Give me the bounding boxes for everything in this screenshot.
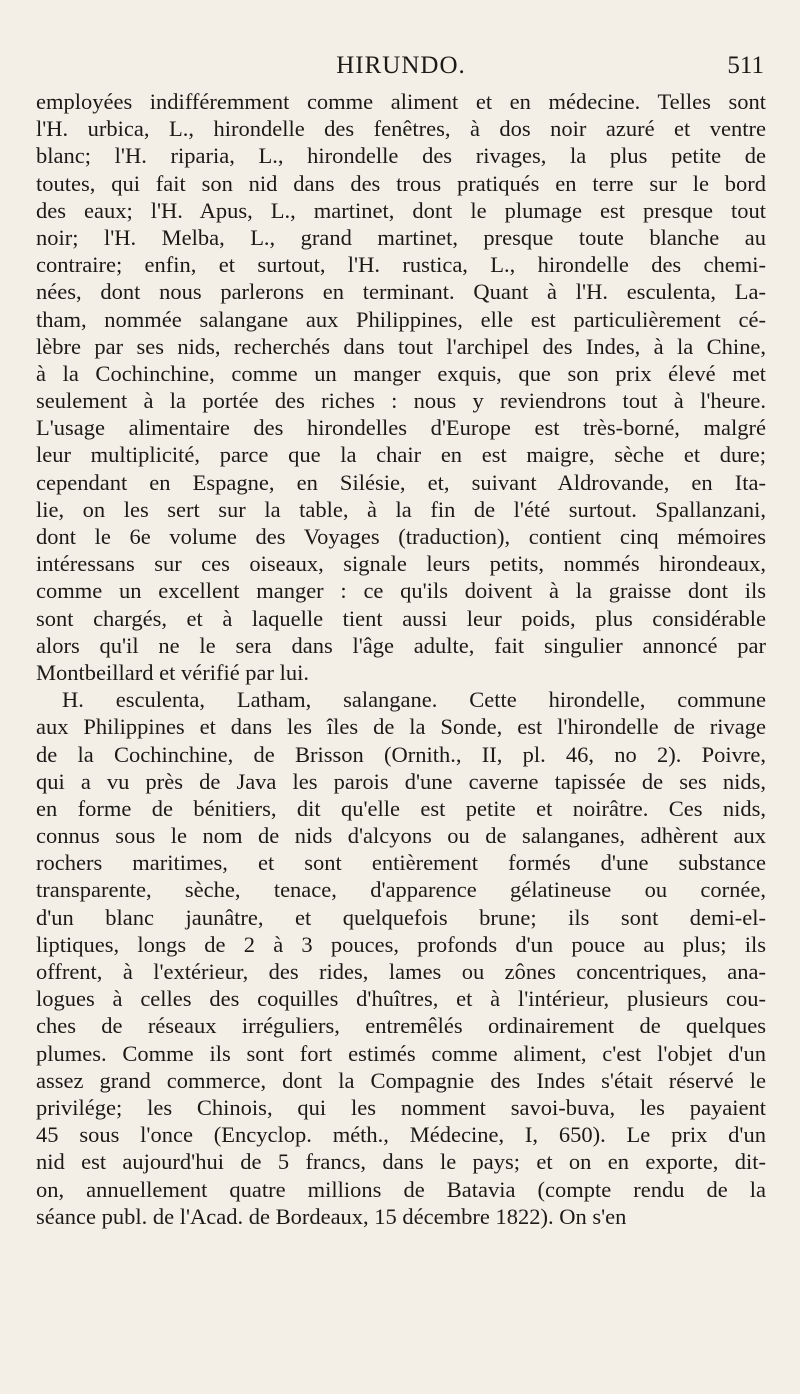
text-line: privilége; les Chinois, qui les nomment savoi-buva, les payaient (36, 1094, 766, 1120)
text-line: cependant en Espagne, en Silésie, et, suivant Aldrovande, en Ita- (36, 469, 766, 495)
text-line: des eaux; l'H. Apus, L., martinet, dont le plumage est presque tout (36, 197, 766, 223)
text-line: connus sous le nom de nids d'alcyons ou de salanganes, adhèrent aux (36, 823, 766, 849)
text-line: blanc; l'H. riparia, L., hirondelle des rivages, la plus petite de (36, 143, 766, 169)
text-line: comme un excellent manger : ce qu'ils doivent à la graisse dont ils (36, 578, 766, 604)
text-line: H. esculenta, Latham, salangane. Cette hirondelle, commune (62, 687, 766, 713)
text-line: l'H. urbica, L., hirondelle des fenêtres, à dos noir azuré et ventre (36, 116, 766, 142)
text-line: tham, nommée salangane aux Philippines, elle est particulièrement cé- (36, 306, 766, 332)
text-line: Montbeillard et vérifié par lui. (36, 659, 310, 685)
text-line: ches de réseaux irréguliers, entremêlés ordinairement de quelques (36, 1013, 766, 1039)
text-line: d'un blanc jaunâtre, et quelquefois brune; ils sont demi-el- (36, 904, 766, 930)
text-line: à la Cochinchine, comme un manger exquis, que son prix élevé met (36, 360, 766, 386)
text-line: lèbre par ses nids, recherchés dans tout l'archipel des Indes, à la Chine, (36, 333, 766, 359)
text-line: contraire; enfin, et surtout, l'H. rustica, L., hirondelle des chemi- (36, 252, 766, 278)
text-line: logues à celles des coquilles d'huîtres, et à l'intérieur, plusieurs cou- (36, 986, 766, 1012)
text-line: assez grand commerce, dont la Compagnie des Indes s'était réservé le (36, 1067, 766, 1093)
text-line: intéressans sur ces oiseaux, signale leurs petits, nommés hirondeaux, (36, 551, 766, 577)
text-line: on, annuellement quatre millions de Batavia (compte rendu de la (36, 1176, 766, 1202)
text-line: aux Philippines et dans les îles de la Sonde, est l'hirondelle de rivage (36, 714, 766, 740)
text-line: L'usage alimentaire des hirondelles d'Europe est très-borné, malgré (36, 415, 766, 441)
text-line: lie, on les sert sur la table, à la fin de l'été surtout. Spallanzani, (36, 496, 766, 522)
text-line: nées, dont nous parlerons en terminant. Quant à l'H. esculenta, La- (36, 279, 766, 305)
text-line: noir; l'H. Melba, L., grand martinet, presque toute blanche au (36, 224, 766, 250)
text-line: sont chargés, et à laquelle tient aussi leur poids, plus considérable (36, 605, 766, 631)
text-line: liptiques, longs de 2 à 3 pouces, profonds d'un pouce au plus; ils (36, 931, 766, 957)
text-line: qui a vu près de Java les parois d'une caverne tapissée de ses nids, (36, 768, 766, 794)
running-title: HIRUNDO. (336, 52, 466, 79)
text-line: leur multiplicité, parce que la chair en est maigre, sèche et dure; (36, 442, 766, 468)
text-line: 45 sous l'once (Encyclop. méth., Médecine, I, 650). Le prix d'un (36, 1122, 766, 1148)
text-line: nid est aujourd'hui de 5 francs, dans le pays; et on en exporte, dit- (36, 1149, 766, 1175)
body-text (36, 88, 766, 1230)
text-line: transparente, sèche, tenace, d'apparence gélatineuse ou cornée, (36, 877, 766, 903)
text-line: dont le 6e volume des Voyages (traduction), contient cinq mémoires (36, 524, 766, 549)
text-line: seulement à la portée des riches : nous y reviendrons tout à l'heure. (36, 388, 766, 414)
text-line: de la Cochinchine, de Brisson (Ornith., II, pl. 46, no 2). Poivre, (36, 741, 766, 767)
text-line: offrent, à l'extérieur, des rides, lames ou zônes concentriques, ana- (36, 959, 766, 984)
text-line: séance publ. de l'Acad. de Bordeaux, 15 décembre 1822). On s'en (36, 1203, 627, 1229)
page-header (36, 48, 766, 88)
text-line: en forme de bénitiers, dit qu'elle est petite et noirâtre. Ces nids, (36, 795, 766, 821)
text-line: rochers maritimes, et sont entièrement formés d'une substance (36, 850, 766, 876)
text-line: plumes. Comme ils sont fort estimés comme aliment, c'est l'objet d'un (36, 1040, 766, 1066)
page-number: 511 (727, 52, 764, 79)
text-line: toutes, qui fait son nid dans des trous pratiqués en terre sur le bord (36, 170, 766, 196)
text-line: employées indifféremment comme aliment et en médecine. Telles sont (36, 89, 766, 114)
text-line: alors qu'il ne le sera dans l'âge adulte, fait singulier annoncé par (36, 632, 766, 658)
